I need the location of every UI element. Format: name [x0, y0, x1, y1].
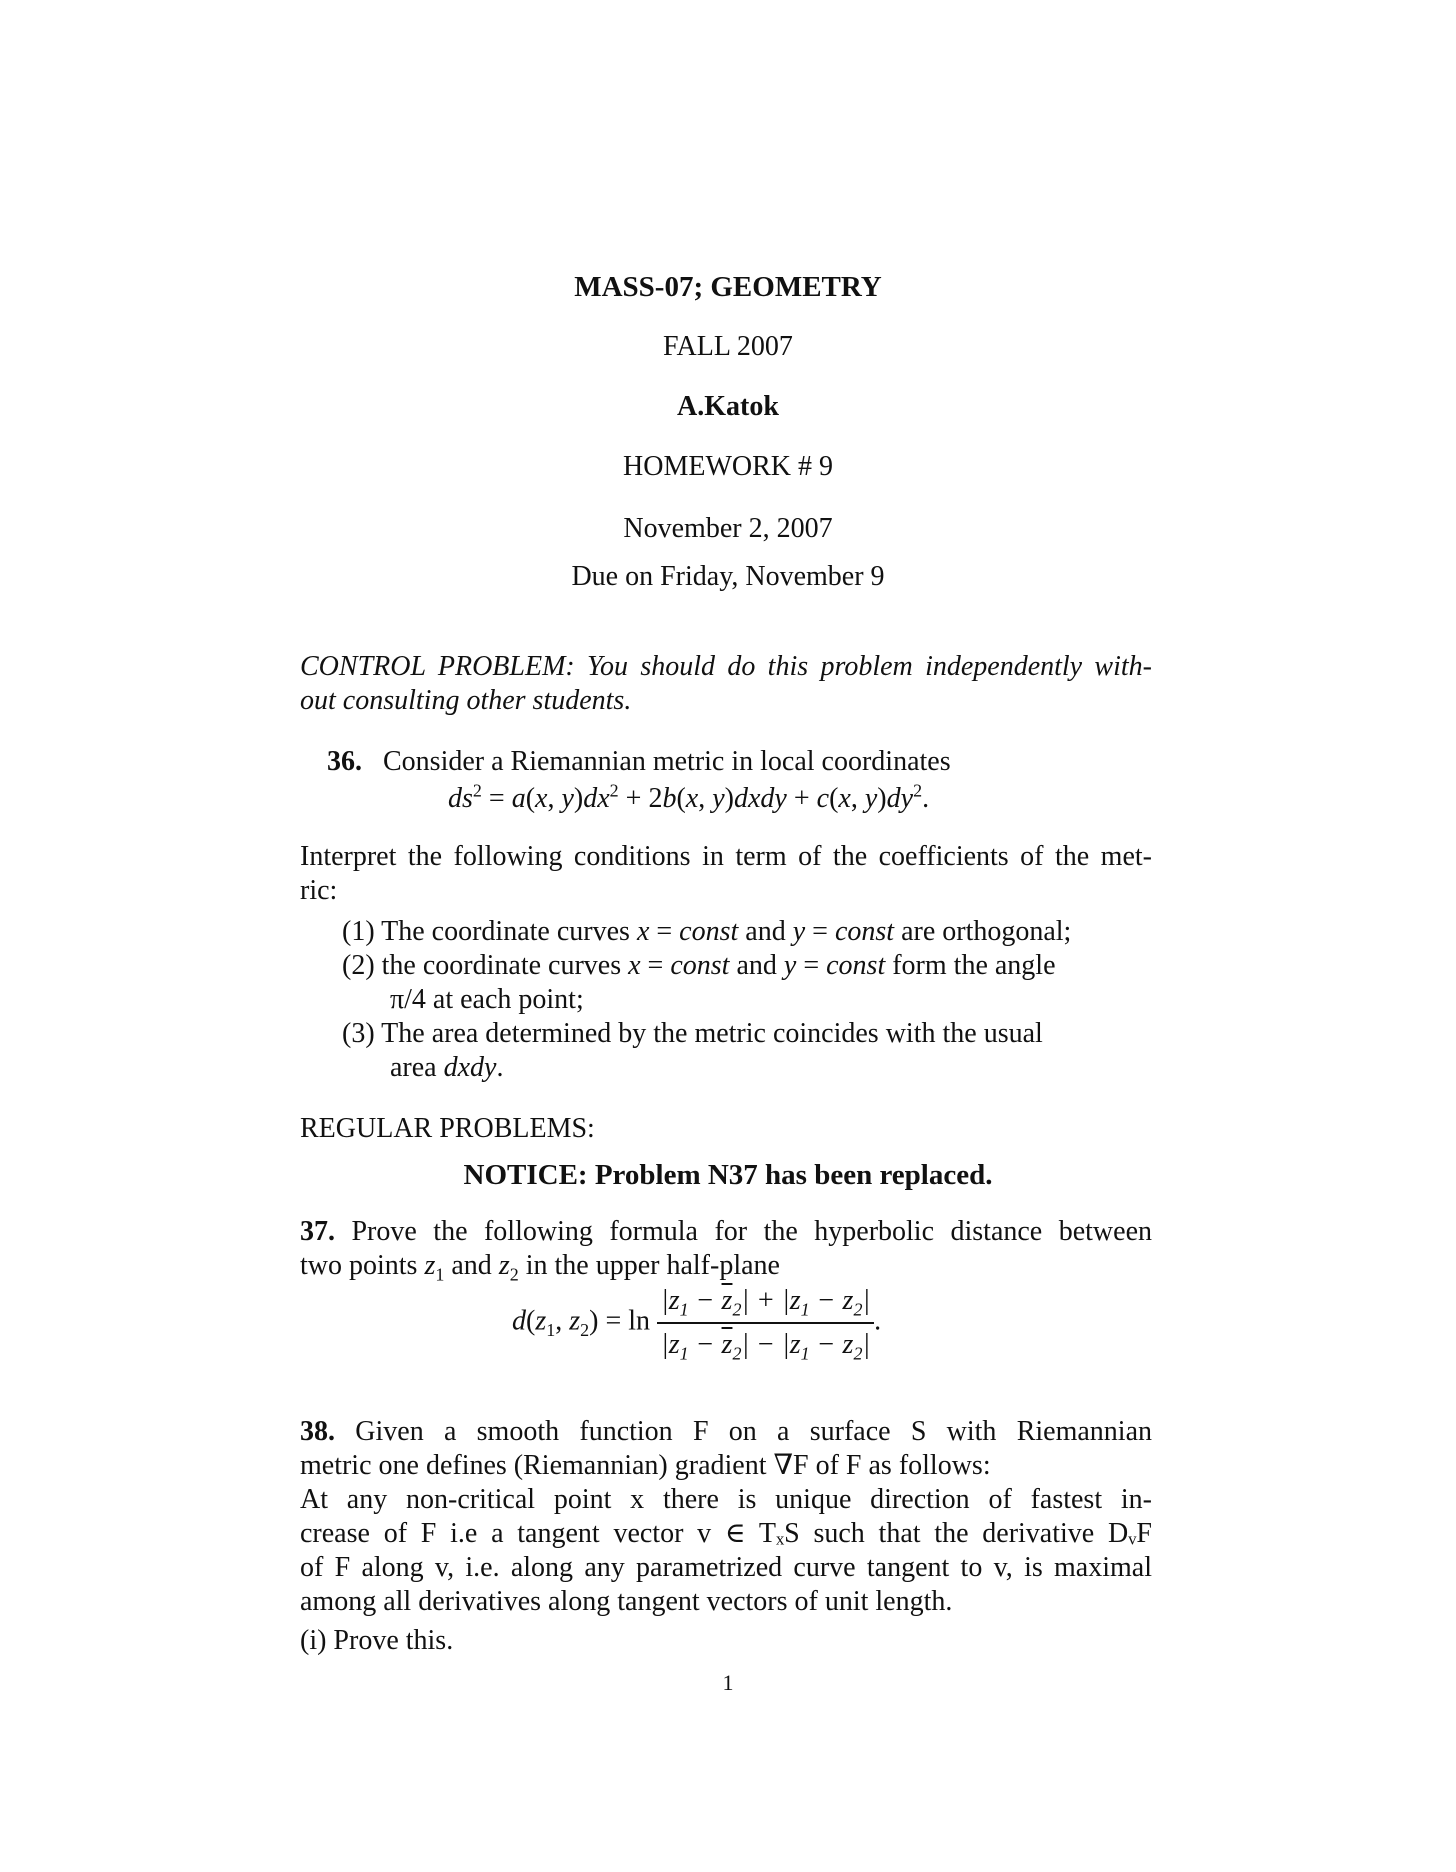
- problem-36-interpret-line2: ric:: [300, 875, 338, 906]
- problem-38-line4: crease of F i.e a tangent vector v ∈ TₓS such that the derivative DᵥF: [300, 1518, 1152, 1549]
- condition-2-label: (2): [342, 950, 375, 981]
- document-title: MASS-07; GEOMETRY: [574, 271, 882, 303]
- control-problem-line2: out consulting other students.: [300, 685, 632, 716]
- distance-fraction: $\frac{|z_1 - \overline{z}_2| + |z_1 - z_2|}{|z_1 - \overline{z}_2| - |z_1 - z_2|}$: [657, 1282, 874, 1364]
- problem-number: 37.: [300, 1216, 335, 1247]
- problem-38-line3: At any non-critical point x there is unique direction of fastest in-: [300, 1484, 1152, 1515]
- page-number: 1: [722, 1670, 734, 1695]
- condition-3-area-word: area: [390, 1052, 437, 1083]
- instructor: A.Katok: [677, 391, 779, 422]
- control-problem-line1: CONTROL PROBLEM: You should do this problem independently with-: [300, 651, 1152, 682]
- problem-37-line1: [300, 1215, 1152, 1249]
- homework-number: HOMEWORK # 9: [623, 451, 833, 482]
- problem-number: 38.: [300, 1416, 335, 1447]
- problem-number: 36.: [327, 746, 362, 777]
- problem-37-two-points: two points: [300, 1250, 418, 1281]
- condition-3-period: .: [496, 1052, 504, 1083]
- condition-3: [342, 1017, 1152, 1051]
- condition-2: (2) the coordinate curves x = const and y = const form the angle: [342, 950, 1056, 981]
- problem-38-line6: among all derivatives along tangent vectors of unit length.: [300, 1586, 953, 1617]
- problem-38-text-1: Given a smooth function F on a surface S with Riemannian: [355, 1416, 1152, 1447]
- issue-date: November 2, 2007: [623, 513, 833, 544]
- problem-36-intro: Consider a Riemannian metric in local coordinates: [383, 746, 951, 777]
- problem-36-interpret-line1: Interpret the following conditions in term of the coefficients of the met-: [300, 841, 1152, 872]
- regular-problems-heading: REGULAR PROBLEMS:: [300, 1113, 595, 1144]
- problem-38-line2: metric one defines (Riemannian) gradient ∇F of F as follows:: [300, 1450, 991, 1481]
- problem-37-text: Prove the following formula for the hyperbolic distance between: [351, 1216, 1152, 1247]
- condition-3-label: (3): [342, 1018, 375, 1049]
- problem-37-half-plane: in the upper half-plane: [525, 1250, 780, 1281]
- due-date: Due on Friday, November 9: [571, 561, 885, 592]
- problem-36-header: [327, 745, 951, 779]
- problem-37-and: and: [451, 1250, 492, 1281]
- notice: NOTICE: Problem N37 has been replaced.: [463, 1159, 993, 1191]
- term: FALL 2007: [663, 331, 793, 362]
- hyperbolic-distance-formula: $d(z_1$, $z_2) = \ln$ $\frac{|z_1 - \overline{z}_2| + |z_1 - z_2|}{|z_1 - \overline{z}_2| - |z_1 - z_2|}$ .: [512, 1282, 881, 1364]
- metric-formula: $ds^2 = a(x$, $y)dx^2 + 2b(x$, y)dxdy + c(x, $y)dy^2$.: [448, 780, 930, 814]
- condition-3-continued: [390, 1051, 503, 1085]
- problem-38-line5: of F along v, i.e. along any parametrized curve tangent to v, is maximal: [300, 1552, 1152, 1583]
- problem-38-line1: [300, 1415, 1152, 1449]
- condition-1-label: (1): [342, 916, 375, 947]
- condition-2-continued: π/4 at each point;: [390, 984, 584, 1015]
- condition-3-text: The area determined by the metric coincides with the usual: [381, 1018, 1043, 1049]
- problem-37-line2: two points $z_1$ and $z_2$ in the upper half-plane: [300, 1250, 780, 1285]
- condition-3-area-symbol: dxdy: [443, 1052, 497, 1083]
- problem-38-line7: (i) Prove this.: [300, 1625, 454, 1656]
- condition-1: (1) The coordinate curves x = const and y = const are orthogonal;: [342, 916, 1072, 947]
